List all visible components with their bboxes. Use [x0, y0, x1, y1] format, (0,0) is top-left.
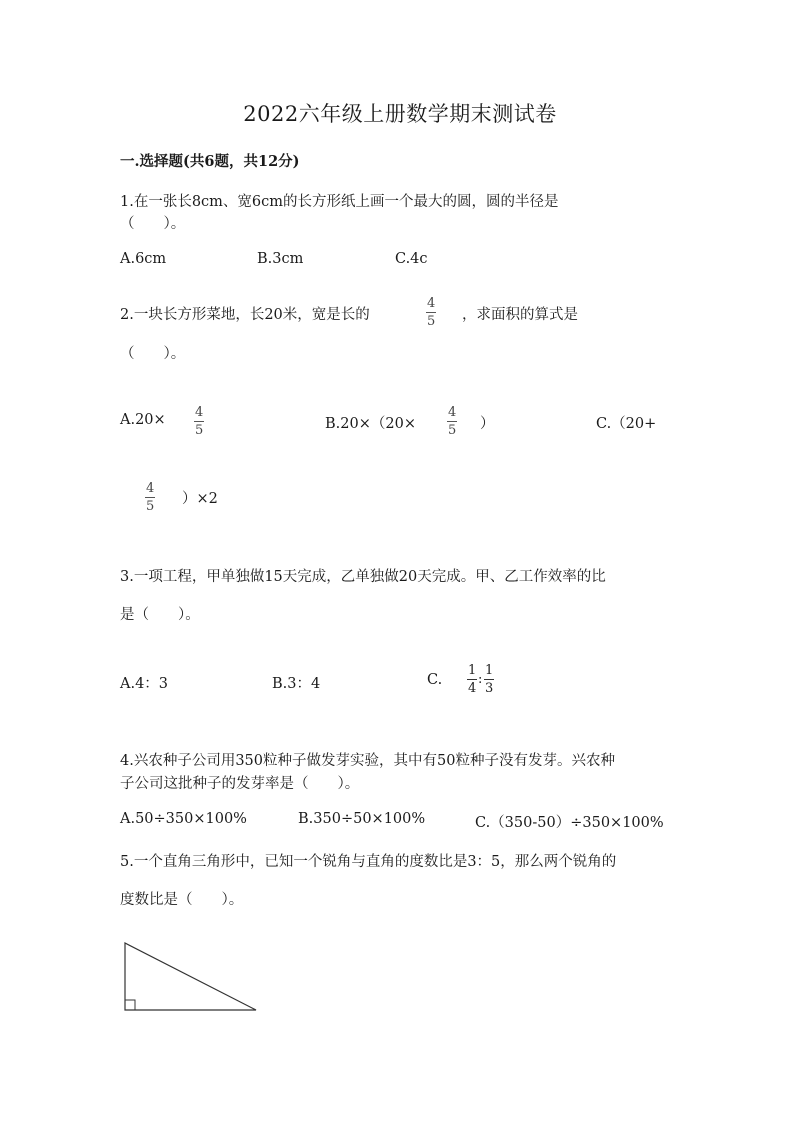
q4-option-c: C.（350-50）÷350×100%	[475, 815, 664, 831]
fraction-denominator: 5	[427, 314, 436, 329]
fraction-numerator: 4	[448, 405, 457, 420]
fraction-numerator: 1	[485, 663, 494, 678]
fraction-denominator: 5	[146, 499, 155, 514]
fraction-denominator: 3	[485, 681, 494, 696]
q2-stem-line2: （ ）。	[120, 346, 186, 362]
q3-option-a: A.4：3	[120, 676, 169, 692]
q4-option-a: A.50÷350×100%	[120, 811, 247, 827]
q2-option-b: B.20×（20×	[325, 416, 416, 432]
q3-stem-line2: 是（ ）。	[120, 607, 200, 623]
q2-option-a: A.20×	[120, 412, 166, 428]
q5-stem-line2: 度数比是（ ）。	[120, 892, 244, 908]
q3-option-b: B.3：4	[272, 676, 321, 692]
q3-option-c: C.	[427, 672, 443, 688]
q3-option-c-fraction-2	[484, 664, 494, 695]
q2-option-c: C.（20+	[596, 416, 657, 432]
q1-stem-line1: 1.在一张长8cm、宽6cm的长方形纸上画一个最大的圆，圆的半径是	[120, 194, 559, 210]
fraction-denominator: 5	[448, 423, 457, 438]
q3-stem-line1: 3.一项工程，甲单独做15天完成，乙单独做20天完成。甲、乙工作效率的比	[120, 569, 606, 585]
q5-stem-line1: 5.一个直角三角形中，已知一个锐角与直角的度数比是3：5，那么两个锐角的	[120, 854, 617, 870]
q1-option-b: B.3cm	[257, 251, 304, 267]
q2-option-a-fraction	[194, 406, 204, 437]
fraction-denominator: 5	[195, 423, 204, 438]
fraction-denominator: 4	[468, 681, 477, 696]
right-triangle-figure	[122, 940, 262, 1015]
q1-option-c: C.4c	[395, 251, 428, 267]
q2-option-b-close: ）	[480, 416, 495, 432]
page-title: 2022六年级上册数学期末测试卷	[243, 102, 557, 126]
q4-stem-line2: 子公司这批种子的发芽率是（ ）。	[120, 776, 360, 792]
q2-option-c-fraction	[145, 482, 155, 513]
right-angle-marker	[125, 1000, 135, 1010]
q1-stem-line2: （ ）。	[120, 216, 186, 232]
q2-stem-post: ，求面积的算式是	[462, 307, 578, 323]
fraction-numerator: 4	[146, 481, 155, 496]
q2-option-c-close: ）×2	[182, 491, 218, 507]
q2-stem-pre: 2.一块长方形菜地，长20米，宽是长的	[120, 307, 370, 323]
triangle-outline	[125, 943, 256, 1010]
q4-stem-line1: 4.兴农种子公司用350粒种子做发芽实验，其中有50粒种子没有发芽。兴农种	[120, 753, 615, 769]
q2-option-b-fraction	[447, 406, 457, 437]
fraction-numerator: 4	[195, 405, 204, 420]
fraction-numerator: 4	[427, 296, 436, 311]
q3-option-c-ratio-sign: :	[478, 672, 483, 687]
q3-option-c-fraction-1	[467, 664, 477, 695]
section-heading: 一.选择题(共6题，共12分)	[120, 153, 300, 170]
q4-option-b: B.350÷50×100%	[298, 811, 426, 827]
q1-option-a: A.6cm	[120, 251, 167, 267]
fraction-numerator: 1	[468, 663, 477, 678]
q2-fraction	[426, 297, 436, 328]
